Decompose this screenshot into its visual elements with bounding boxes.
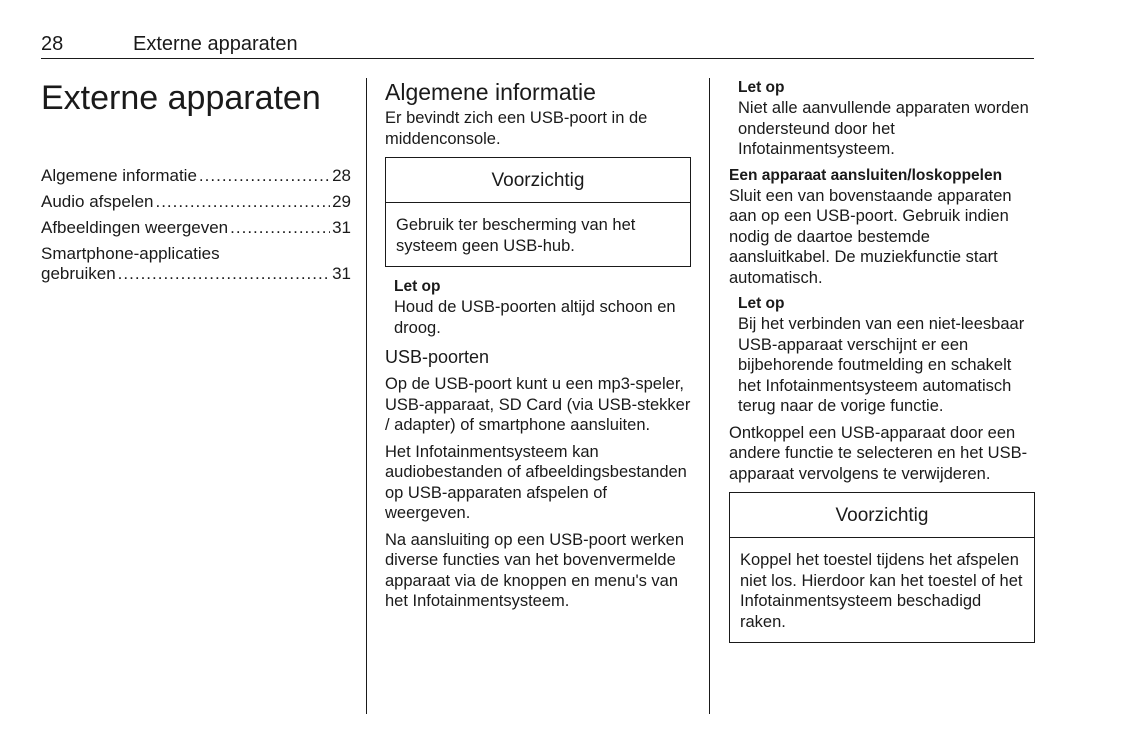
- toc-leader: [118, 264, 330, 284]
- content-column-3: [729, 78, 1035, 653]
- toc-entry[interactable]: [41, 218, 351, 238]
- running-title: Externe apparaten: [133, 33, 298, 55]
- note-text: Bij het verbinden van een niet-leesbaar USB-apparaat verschijnt er een bijbehorende foutmelding en schakelt het Infotainmentsysteem automatisch terug naar de vorige functie.: [738, 315, 1025, 415]
- toc-page: 29: [332, 192, 351, 211]
- chapter-column: [41, 78, 351, 290]
- paragraph: Er bevindt zich een USB-poort in de middenconsole.: [385, 109, 648, 148]
- table-of-contents: [41, 166, 351, 284]
- caution-text: Gebruik ter bescherming van het systeem geen USB-hub.: [396, 216, 636, 255]
- caution-box: [729, 492, 1035, 643]
- toc-entry[interactable]: [41, 166, 351, 186]
- caution-box: [385, 157, 691, 267]
- toc-page: 28: [332, 166, 351, 185]
- subsection-heading: USB-poorten: [385, 347, 490, 367]
- note: [385, 277, 691, 338]
- note: [729, 78, 1035, 160]
- section-heading: Algemene informatie: [385, 79, 596, 105]
- note-text: Houd de USB-poorten altijd schoon en droog.: [394, 298, 676, 337]
- toc-leader: [155, 192, 330, 212]
- page-header: [41, 33, 1034, 59]
- toc-entry[interactable]: [41, 244, 351, 284]
- content-column-2: [385, 78, 691, 618]
- note-text: Niet alle aanvullende apparaten worden ondersteund door het Infotainmentsysteem.: [738, 99, 1029, 158]
- toc-label: gebruiken: [41, 264, 116, 283]
- subsection-heading: Een apparaat aansluiten/loskoppelen: [729, 166, 1003, 184]
- note-title: Let op: [738, 295, 785, 312]
- caution-title: Voorzichtig: [730, 493, 1034, 538]
- paragraph: Na aansluiting op een USB-poort werken diverse functies van het bovenvermelde apparaat via de knoppen en menu's van het Infotainmentsysteem.: [385, 530, 685, 610]
- toc-leader: [199, 166, 330, 186]
- chapter-title: Externe apparaten: [41, 79, 321, 117]
- column-divider: [366, 78, 367, 714]
- toc-page: 31: [332, 264, 351, 283]
- column-divider: [709, 78, 710, 714]
- paragraph: Sluit een van bovenstaande apparaten aan op een USB-poort. Gebruik indien nodig de daartoe bestemde aansluitkabel. De muziekfunctie start automatisch.: [729, 186, 1012, 287]
- toc-label: Audio afspelen: [41, 192, 154, 211]
- paragraph: Het Infotainmentsysteem kan audiobestanden of afbeeldingsbestanden op USB-apparaten afspelen of weergeven.: [385, 442, 687, 522]
- paragraph: Ontkoppel een USB-apparaat door een andere functie te selecteren en het USB-apparaat vervolgens te verwijderen.: [729, 423, 1028, 483]
- caution-title: Voorzichtig: [386, 158, 690, 203]
- toc-leader: [230, 218, 330, 238]
- caution-text: Koppel het toestel tijdens het afspelen niet los. Hierdoor kan het toestel of het Infotainmentsysteem beschadigd raken.: [740, 551, 1023, 631]
- note-title: Let op: [738, 79, 785, 96]
- toc-page: 31: [332, 218, 351, 237]
- toc-entry[interactable]: [41, 192, 351, 212]
- toc-label-line1: Smartphone-applicaties: [41, 244, 220, 263]
- toc-label: Afbeeldingen weergeven: [41, 218, 229, 237]
- note-title: Let op: [394, 278, 441, 295]
- note: [729, 294, 1035, 417]
- page-number: 28: [41, 33, 64, 55]
- toc-label: Algemene informatie: [41, 166, 197, 185]
- paragraph: Op de USB-poort kunt u een mp3-speler, USB-apparaat, SD Card (via USB-stekker / adapter) of smartphone aansluiten.: [385, 375, 691, 434]
